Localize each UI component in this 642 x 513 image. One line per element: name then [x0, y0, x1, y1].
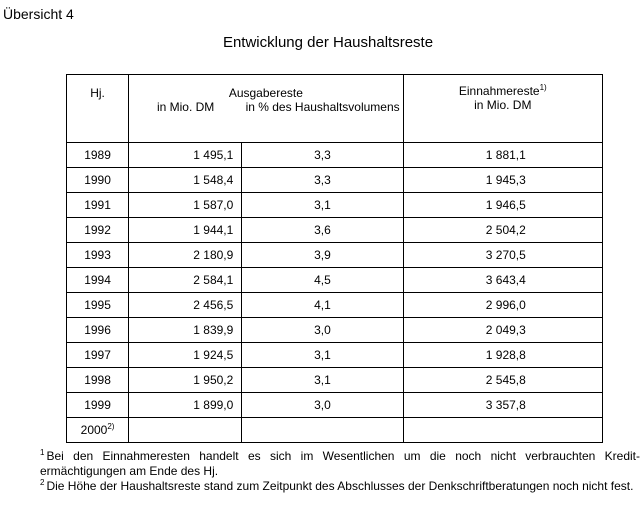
ausgabe-pct-cell [242, 343, 403, 368]
header-einnahmereste-label: Einnahmereste [458, 84, 540, 98]
ausgabe-mio-cell [129, 418, 242, 443]
footnote-ref-1: 1) [539, 83, 547, 92]
ausgabe-pct-cell [242, 268, 403, 293]
haushaltsreste-table [66, 74, 603, 443]
header-ausgabe-pct: in % des Haushaltsvolumens [245, 100, 400, 114]
year-cell [67, 218, 129, 243]
year-cell-text: 1996 [84, 323, 111, 337]
year-cell-text: 1998 [84, 373, 111, 387]
ausgabe-pct-cell-text: 3,6 [314, 223, 331, 237]
einnahme-mio-cell [403, 393, 602, 418]
ausgabe-mio-cell-text: 1 924,5 [193, 348, 234, 362]
table-row [67, 243, 603, 268]
year-cell-text: 1999 [84, 398, 111, 412]
year-cell-text: 1997 [84, 348, 111, 362]
table-row [67, 318, 603, 343]
ausgabe-mio-cell-text: 2 456,5 [193, 298, 234, 312]
footnote-text: Die Höhe der Haushaltsreste stand zum Zeitpunkt des Abschlusses der Denkschriftberatungen noch nicht fest. [46, 479, 634, 493]
ausgabe-mio-cell-text: 1 495,1 [193, 148, 234, 162]
einnahme-mio-cell [403, 293, 602, 318]
table-row [67, 393, 603, 418]
year-cell [67, 193, 129, 218]
ausgabe-pct-cell [242, 193, 403, 218]
ausgabe-mio-cell [129, 193, 242, 218]
ausgabe-pct-cell [242, 318, 403, 343]
einnahme-mio-cell-text: 1 946,5 [485, 198, 526, 212]
table-header-row [67, 75, 603, 143]
footnote-mark: 2 [40, 478, 45, 487]
year-cell-text: 1995 [84, 298, 111, 312]
ausgabe-mio-cell [129, 243, 242, 268]
ausgabe-mio-cell [129, 318, 242, 343]
year-cell [67, 268, 129, 293]
header-ausgabereste-label: Ausgabereste [228, 86, 303, 100]
einnahme-mio-cell [403, 143, 602, 168]
footnote-1 [40, 449, 640, 479]
header-ausgabe-mio: in Mio. DM [156, 100, 215, 114]
ausgabe-pct-cell [242, 143, 403, 168]
footnotes [40, 449, 640, 494]
page-title: Entwicklung der Haushaltsreste [222, 34, 434, 51]
table-row [67, 218, 603, 243]
einnahme-mio-cell [403, 318, 602, 343]
table-row [67, 193, 603, 218]
table-row [67, 143, 603, 168]
year-cell [67, 293, 129, 318]
footnote-mark: 1 [40, 448, 45, 457]
year-cell [67, 143, 129, 168]
ausgabe-mio-cell [129, 293, 242, 318]
einnahme-mio-cell [403, 268, 602, 293]
year-cell [67, 343, 129, 368]
ausgabe-mio-cell [129, 168, 242, 193]
year-cell-text: 1992 [84, 223, 111, 237]
ausgabe-pct-cell-text: 4,1 [314, 298, 331, 312]
ausgabe-pct-cell [242, 168, 403, 193]
footnote-2 [40, 479, 640, 494]
ausgabe-pct-cell-text: 3,0 [314, 323, 331, 337]
year-cell [67, 368, 129, 393]
table-row [67, 343, 603, 368]
year-footnote-mark: 2) [107, 422, 115, 431]
ausgabe-pct-cell [242, 293, 403, 318]
year-cell-text: 1994 [84, 273, 111, 287]
footnote-text: Bei den Einnahmeresten handelt es sich im Wesentlichen um die noch nicht verbrauchten Kredit-ermächtigungen am Ende des Hj. [40, 449, 640, 478]
einnahme-mio-cell-text: 2 545,8 [485, 373, 526, 387]
table-row [67, 368, 603, 393]
ausgabe-mio-cell [129, 343, 242, 368]
ausgabe-mio-cell [129, 218, 242, 243]
einnahme-mio-cell [403, 243, 602, 268]
einnahme-mio-cell [403, 168, 602, 193]
header-hj: Hj. [67, 75, 129, 143]
table-row [67, 418, 603, 443]
ausgabe-pct-cell [242, 243, 403, 268]
table-row [67, 168, 603, 193]
year-cell-text: 2000 [80, 423, 108, 437]
year-cell-text: 1993 [84, 248, 111, 262]
ausgabe-pct-cell [242, 393, 403, 418]
table-row [67, 268, 603, 293]
ausgabe-pct-cell [242, 218, 403, 243]
ausgabe-pct-cell-text: 3,9 [314, 248, 331, 262]
einnahme-mio-cell-text: 2 996,0 [485, 298, 526, 312]
ausgabe-mio-cell-text: 2 584,1 [193, 273, 234, 287]
ausgabe-pct-cell-text: 3,3 [314, 173, 331, 187]
ausgabe-pct-cell-text: 3,0 [314, 398, 331, 412]
table-row [67, 293, 603, 318]
ausgabe-mio-cell-text: 1 950,2 [193, 373, 234, 387]
einnahme-mio-cell-text: 2 049,3 [485, 323, 526, 337]
ausgabe-mio-cell-text: 2 180,9 [193, 248, 234, 262]
einnahme-mio-cell-text: 2 504,2 [485, 223, 526, 237]
einnahme-mio-cell [403, 368, 602, 393]
ausgabe-mio-cell-text: 1 839,9 [193, 323, 234, 337]
ausgabe-mio-cell [129, 393, 242, 418]
year-cell [67, 168, 129, 193]
overview-label: Übersicht 4 [3, 6, 74, 22]
einnahme-mio-cell-text: 3 357,8 [485, 398, 526, 412]
ausgabe-pct-cell-text: 3,3 [314, 148, 331, 162]
header-einnahme-mio: in Mio. DM [474, 98, 532, 112]
year-cell [67, 318, 129, 343]
year-cell [67, 418, 129, 443]
ausgabe-mio-cell-text: 1 944,1 [193, 223, 234, 237]
year-cell [67, 393, 129, 418]
einnahme-mio-cell-text: 1 881,1 [485, 148, 526, 162]
header-ausgabereste [129, 75, 404, 143]
year-cell-text: 1991 [84, 198, 111, 212]
ausgabe-mio-cell-text: 1 587,0 [193, 198, 234, 212]
ausgabe-pct-cell-text: 3,1 [314, 348, 331, 362]
header-einnahmereste [403, 75, 602, 143]
ausgabe-mio-cell-text: 1 548,4 [193, 173, 234, 187]
einnahme-mio-cell [403, 193, 602, 218]
ausgabe-mio-cell [129, 143, 242, 168]
ausgabe-mio-cell [129, 368, 242, 393]
ausgabe-mio-cell-text: 1 899,0 [193, 398, 234, 412]
einnahme-mio-cell-text: 1 945,3 [485, 173, 526, 187]
ausgabe-mio-cell [129, 268, 242, 293]
einnahme-mio-cell [403, 343, 602, 368]
ausgabe-pct-cell-text: 3,1 [314, 198, 331, 212]
year-cell-text: 1990 [84, 173, 111, 187]
year-cell-text: 1989 [84, 148, 111, 162]
einnahme-mio-cell-text: 3 643,4 [485, 273, 526, 287]
einnahme-mio-cell-text: 3 270,5 [485, 248, 526, 262]
einnahme-mio-cell-text: 1 928,8 [485, 348, 526, 362]
ausgabe-pct-cell-text: 4,5 [314, 273, 331, 287]
einnahme-mio-cell [403, 418, 602, 443]
ausgabe-pct-cell-text: 3,1 [314, 373, 331, 387]
year-cell [67, 243, 129, 268]
ausgabe-pct-cell [242, 418, 403, 443]
einnahme-mio-cell [403, 218, 602, 243]
ausgabe-pct-cell [242, 368, 403, 393]
